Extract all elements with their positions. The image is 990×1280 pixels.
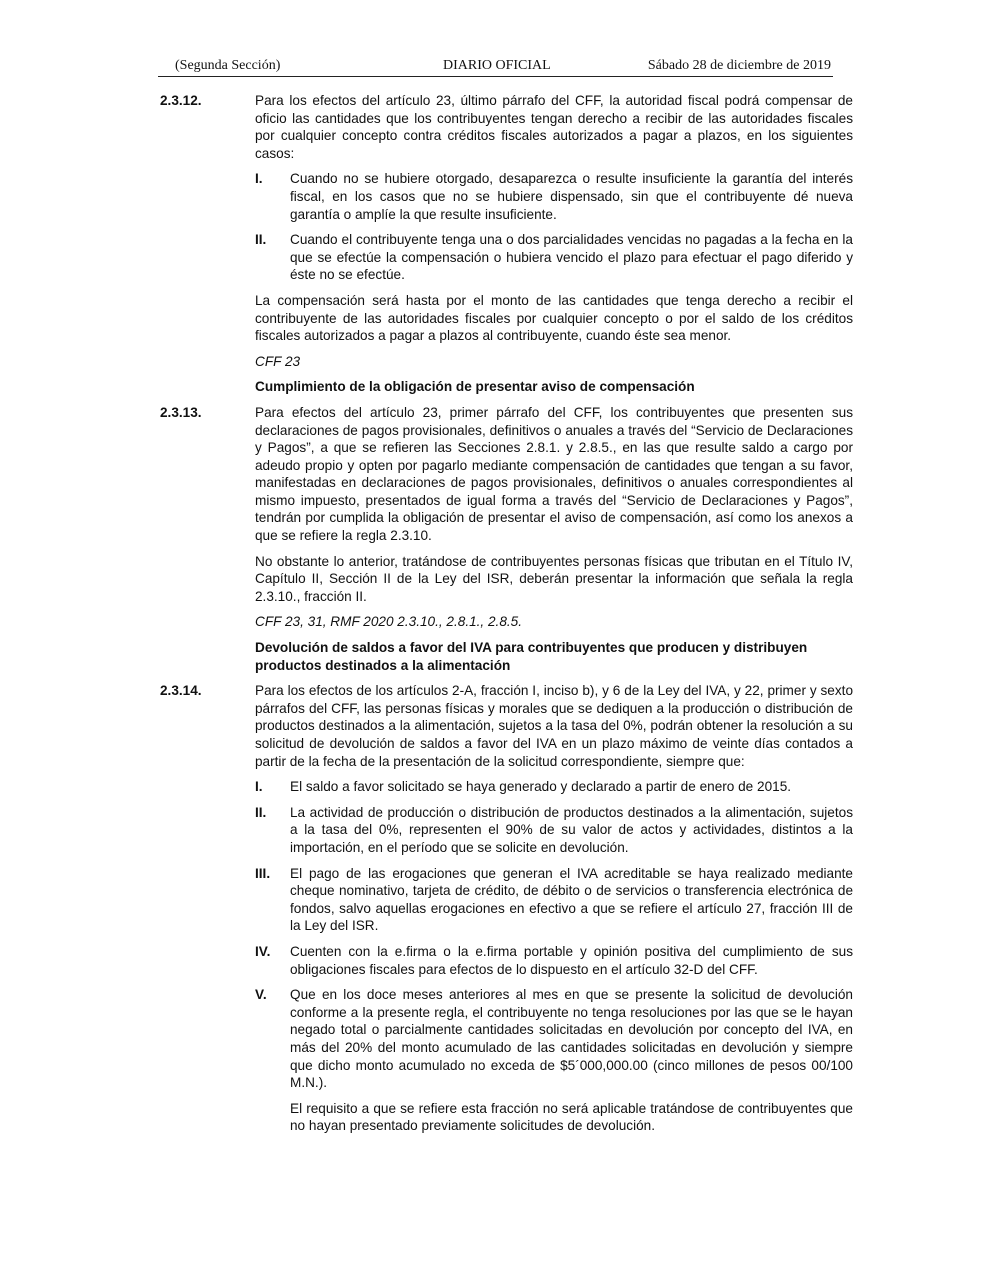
rule-2-3-12 bbox=[160, 92, 853, 370]
legal-reference: CFF 23 bbox=[255, 353, 301, 369]
item-text: Cuando no se hubiere otorgado, desaparezca o resulte insuficiente la garantía del interés fiscal, en los casos que no se hubiere dispensado, sin que el contribuyente dé nueva garantía o amplíe la que resulte insuficiente. bbox=[290, 171, 853, 222]
item-numeral: IV. bbox=[255, 943, 271, 959]
rule-2-3-14 bbox=[160, 682, 853, 1135]
item-text: El saldo a favor solicitado se haya generado y declarado a partir de enero de 2015. bbox=[290, 779, 792, 795]
item-text: Cuenten con la e.firma o la e.firma portable y opinión positiva del cumplimiento de sus obligaciones fiscales para efectos de lo dispuesto en el artículo 32-D del CFF. bbox=[290, 943, 853, 977]
rule-intro: Para los efectos de los artículos 2-A, fracción I, inciso b), y 6 de la Ley del IVA, y 22, primer y sexto párrafos del CFF, las personas físicas y morales que se dediquen a la producción o distribución de productos destinados a la alimentación, sujetos a la tasa del 0%, podrán obtener la resolución a su solicitud de devolución de saldos a favor del IVA en un plazo máximo de veinte días contados a partir de la fecha de la presentación de la solicitud correspondiente, siempre que: bbox=[255, 683, 853, 769]
rule-heading: Devolución de saldos a favor del IVA para contribuyentes que producen y distribuyen productos destinados a la alimentación bbox=[255, 640, 808, 673]
rule-heading: Cumplimiento de la obligación de presentar aviso de compensación bbox=[255, 379, 695, 395]
header-section: (Segunda Sección) bbox=[175, 58, 281, 73]
document-body bbox=[160, 92, 853, 1143]
rule-closing: La compensación será hasta por el monto de las cantidades que tenga derecho a recibir el contribuyente de las autoridades fiscales por cualquier concepto o por el saldo de los créditos fiscales autorizados a pagar a plazos al contribuyente, cuando éste sea menor. bbox=[255, 292, 853, 344]
item-text: La actividad de producción o distribución de productos destinados a la alimentación, sujetos a la tasa del 0%, representen el 90% de su valor de actos y actividades, distintos a la importación, en el período que se solicite en devolución. bbox=[290, 804, 853, 855]
rule-number: 2.3.13. bbox=[160, 404, 202, 420]
item-numeral: V. bbox=[255, 987, 267, 1003]
rule-paragraph: Para efectos del artículo 23, primer párrafo del CFF, los contribuyentes que presenten sus declaraciones de pagos provisionales, definitivos o anuales a través del “Servicio de Declaraciones y Pagos”, a que se refieren las Secciones 2.8.1. y 2.8.5., en las que resulte saldo a cargo por adeudo propio y opten por pagarlo mediante compensación de cantidades que tengan a su favor, manifestadas en declaraciones de pagos provisionales, definitivos o anuales correspondientes al mismo impuesto, presentados de igual forma a través del “Servicio de Declaraciones y Pagos”, tendrán por cumplida la obligación de presentar el aviso de compensación, así como los anexos a que se refiere la regla 2.3.10. bbox=[255, 404, 853, 544]
item-numeral: II. bbox=[255, 804, 267, 820]
item-text: Cuando el contribuyente tenga una o dos parcialidades vencidas no pagadas a la fecha en la que se efectúe la compensación o hubiera vencido el plazo para efectuar el pago diferido y éste no se efectúe. bbox=[290, 232, 853, 283]
header-journal-title: DIARIO OFICIAL bbox=[443, 58, 551, 73]
item-numeral: I. bbox=[255, 171, 263, 187]
rule-intro: Para los efectos del artículo 23, último párrafo del CFF, la autoridad fiscal podrá compensar de oficio las cantidades que los contribuyentes tengan derecho a recibir de las autoridades fiscales por cualquier concepto contra créditos fiscales autorizados a pagar a plazos, en los siguientes casos: bbox=[255, 93, 853, 161]
list-item bbox=[255, 804, 853, 857]
list-item bbox=[255, 986, 853, 1135]
list-item bbox=[255, 778, 853, 796]
list-item bbox=[255, 170, 853, 223]
page-header bbox=[158, 58, 833, 77]
list-item bbox=[255, 865, 853, 935]
item-extra-text: El requisito a que se refiere esta fracción no será aplicable tratándose de contribuyentes que no hayan presentado previamente solicitudes de devolución. bbox=[290, 1100, 853, 1134]
list-item bbox=[255, 943, 853, 978]
rule-2-3-13 bbox=[160, 404, 853, 631]
item-numeral: II. bbox=[255, 232, 267, 248]
rule-paragraph: No obstante lo anterior, tratándose de contribuyentes personas físicas que tributan en el Título IV, Capítulo II, Sección II de la Ley del ISR, deberán presentar la información que señala la regla 2.3.10., fracción II. bbox=[255, 553, 853, 604]
list-item bbox=[255, 231, 853, 284]
rule-number: 2.3.14. bbox=[160, 683, 202, 699]
item-text: El pago de las erogaciones que generan el IVA acreditable se haya realizado mediante cheque nominativo, tarjeta de crédito, de débito o de servicios o transferencia electrónica de fondos, salvo aquellas erogaciones en efectivo a que se refiere el artículo 27, fracción III de la Ley del ISR. bbox=[290, 865, 853, 934]
item-numeral: I. bbox=[255, 779, 263, 795]
item-numeral: III. bbox=[255, 865, 271, 881]
rule-number: 2.3.12. bbox=[160, 93, 202, 108]
header-date: Sábado 28 de diciembre de 2019 bbox=[647, 58, 831, 73]
legal-reference: CFF 23, 31, RMF 2020 2.3.10., 2.8.1., 2.8.5. bbox=[255, 614, 522, 630]
item-text: Que en los doce meses anteriores al mes en que se presente la solicitud de devolución conforme a la presente regla, el contribuyente no tenga resoluciones por las que se le hayan negado total o parcialmente cantidades solicitadas en devolución por concepto del IVA, en más del 20% del monto acumulado de las cantidades solicitadas en devolución y siempre que dicho monto acumulado no exceda de $5´000,000.00 (cinco millones de pesos 00/100 M.N.). bbox=[290, 987, 853, 1091]
